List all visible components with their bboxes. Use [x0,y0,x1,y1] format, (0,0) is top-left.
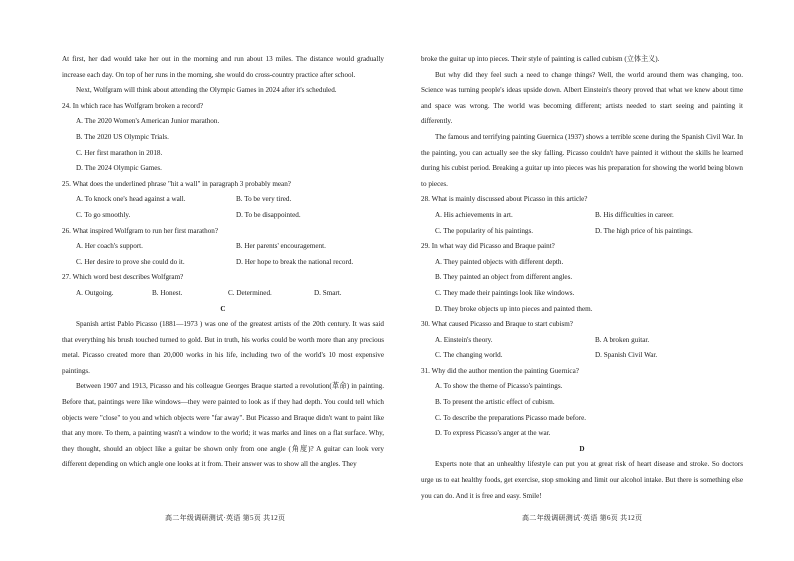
passage-paragraph: At first, her dad would take her out in the morning and run about 13 miles. The distance would gradually increase each day. On top of her runs in the morning, she would do cross-country practice after school. [62,55,384,79]
section-c-heading: C [220,304,226,313]
question-28-option-d: D. The high price of his paintings. [595,226,693,235]
question-25-stem: 25. What does the underlined phrase "hit a wall" in paragraph 3 probably mean? [62,179,291,188]
question-25-option-a: A. To knock one's head against a wall. [76,195,186,204]
question-28-option-b: B. His difficulties in career. [595,210,674,219]
question-30-stem: 30. What caused Picasso and Braque to start cubism? [421,320,573,329]
question-27-stem: 27. Which word best describes Wolfgram? [62,273,184,282]
question-25-options-row-2 [62,208,384,224]
question-31-option-a: A. To show the theme of Picasso's paintings. [435,382,563,391]
question-29-stem: 29. In what way did Picasso and Braque paint? [421,242,555,251]
question-29-option-d: D. They broke objects up into pieces and painted them. [435,304,593,313]
question-26-options-row-1 [62,239,384,255]
question-31-option-c: C. To describe the preparations Picasso made before. [435,413,587,422]
question-24-option-a: A. The 2020 Women's American Junior marathon. [76,117,220,126]
question-30-option-a: A. Einstein's theory. [435,335,493,344]
question-26-option-a: A. Her coach's support. [76,242,143,251]
question-25-option-d: D. To be disappointed. [236,210,301,219]
question-26-option-b: B. Her parents' encouragement. [236,242,326,251]
question-26-option-d: D. Her hope to break the national record. [236,257,354,266]
question-29-option-b: B. They painted an object from different angles. [435,273,573,282]
question-25-option-b: B. To be very tired. [236,195,292,204]
passage-paragraph: broke the guitar up into pieces. Their style of painting is called cubism (立体主义). [421,55,660,63]
question-28-options-row-1 [421,208,743,224]
question-24-option-c: C. Her first marathon in 2018. [76,148,163,157]
question-26-options-row-2 [62,255,384,271]
question-27-option-c: C. Determined. [228,288,272,297]
question-30-options-row-1 [421,333,743,349]
page-footer-right: 高二年级调研测试·英语 第6页 共12页 [522,514,643,522]
question-31-option-b: B. To present the artistic effect of cubism. [435,398,555,407]
question-30-option-d: D. Spanish Civil War. [595,351,658,360]
question-28-option-a: A. His achievements in art. [435,210,513,219]
section-d-heading: D [579,444,585,453]
question-26-option-c: C. Her desire to prove she could do it. [76,257,185,266]
passage-paragraph: The famous and terrifying painting Guernica (1937) shows a terrible scene during the Spanish Civil War. In the painting, you can actually see the sky falling. Picasso couldn't have painted it without the skills he learned during his cubist period. Breaking a guitar up into pieces was his preparation for showing the world being blown to pieces. [421,132,743,188]
question-31-option-d: D. To express Picasso's anger at the war. [435,429,551,438]
question-24-stem: 24. In which race has Wolfgram broken a record? [62,101,204,110]
question-30-option-b: B. A broken guitar. [595,335,650,344]
passage-paragraph: But why did they feel such a need to change things? Well, the world around them was changing, too. Science was turning people's ideas upside down. Albert Einstein's theory proved that what we knew about time and space was wrong. The world was becoming different; artists needed to start seeing and painting it differently. [421,70,743,126]
page-footer-left: 高二年级调研测试·英语 第5页 共12页 [165,514,286,522]
question-27-option-b: B. Honest. [152,288,183,297]
passage-paragraph: Spanish artist Pablo Picasso (1881—1973 ) was one of the greatest artists of the 20th century. It was said that everything his brush touched turned to gold. But in truth, his works could be worth more than any precious metal. Picasso created more than 20,000 works in his life, including two of the world's 10 most expensive paintings. [62,320,384,375]
question-30-options-row-2 [421,348,743,364]
question-29-option-c: C. They made their paintings look like windows. [435,288,575,297]
left-page-column [62,52,384,473]
question-24-option-d: D. The 2024 Olympic Games. [76,164,162,173]
question-31-stem: 31. Why did the author mention the painting Guernica? [421,366,579,375]
right-page-column [421,52,743,504]
question-24-option-b: B. The 2020 US Olympic Trials. [76,132,169,141]
question-25-options-row-1 [62,192,384,208]
question-28-stem: 28. What is mainly discussed about Picasso in this article? [421,195,588,204]
question-27-option-a: A. Outgoing. [76,288,114,297]
passage-paragraph: Between 1907 and 1913, Picasso and his colleague Georges Braque started a revolution(革命) in painting. Before that, paintings were like windows—they were painted to look as if they had depth. You could tell which objects were "close" to you and which objects were "far away". But Picasso and Braque didn't want to paint like that any more. To them, a painting wasn't a window to the world; it was marks and lines on a flat surface. Why, they thought, should an object like a guitar be shown only from one angle (角度)? A guitar can look very different depending on which angle one looks at it from. Their answer was to show all the angles. They [62,382,384,469]
question-26-stem: 26. What inspired Wolfgram to run her first marathon? [62,226,219,235]
question-28-option-c: C. The popularity of his paintings. [435,226,534,235]
question-27-options-row [62,286,384,302]
passage-paragraph: Experts note that an unhealthy lifestyle can put you at great risk of heart disease and stroke. So doctors urge us to eat healthy foods, get exercise, stop smoking and limit our alcohol intake. But there is something else you can do. And it is free and easy. Smile! [421,460,743,500]
question-28-options-row-2 [421,224,743,240]
passage-paragraph: Next, Wolfgram will think about attending the Olympic Games in 2024 after it's scheduled. [76,86,337,95]
question-27-option-d: D. Smart. [314,288,342,297]
question-25-option-c: C. To go smoothly. [76,210,131,219]
question-30-option-c: C. The changing world. [435,351,503,360]
question-29-option-a: A. They painted objects with different depth. [435,257,564,266]
